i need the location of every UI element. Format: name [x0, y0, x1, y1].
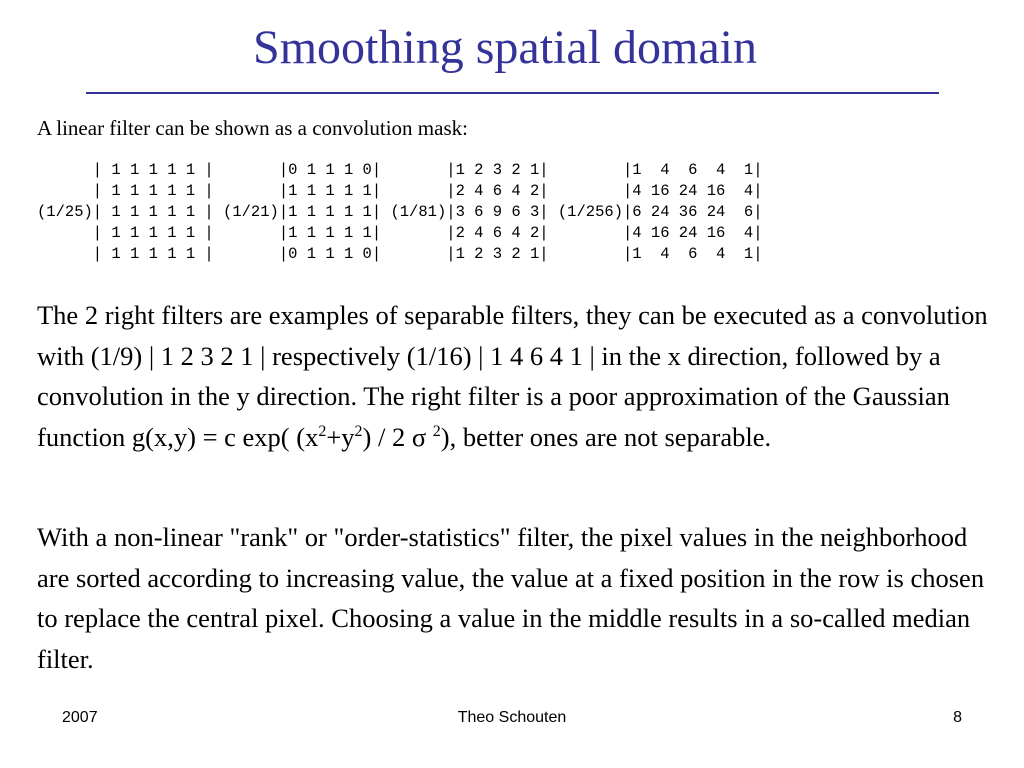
- paragraph1-text-b: +y: [326, 421, 355, 452]
- separable-filters-paragraph: [37, 295, 997, 457]
- convolution-masks: [37, 160, 763, 265]
- mask-row-4: | 1 1 1 1 1 | |1 1 1 1 1| |2 4 6 4 2| |4 16 24 16 4|: [37, 224, 763, 242]
- mask-row-5: | 1 1 1 1 1 | |0 1 1 1 0| |1 2 3 2 1| |1 4 6 4 1|: [37, 245, 763, 263]
- mask-row-2: | 1 1 1 1 1 | |1 1 1 1 1| |2 4 6 4 2| |4 16 24 16 4|: [37, 182, 763, 200]
- title-divider: [86, 92, 939, 94]
- paragraph1-text-d: ), better ones are not separable.: [440, 421, 772, 452]
- superscript-3: 2: [432, 422, 441, 440]
- paragraph1-text-c: ) / 2 σ: [362, 421, 433, 452]
- paragraph1-text-a: The 2 right filters are examples of separable filters, they can be executed as a convolution with (1/9) | 1 2 3 2 1 | respectively (1/16) | 1 4 6 4 1 | in the x direction, followed by a convolution in the y direction. The right filter is a poor approximation of the Gaussian function g(x,y) = c exp( (x: [37, 300, 988, 452]
- superscript-2: 2: [354, 422, 363, 440]
- intro-text: A linear filter can be shown as a convolution mask:: [37, 116, 468, 140]
- footer-year: 2007: [62, 709, 98, 726]
- mask-row-1: | 1 1 1 1 1 | |0 1 1 1 0| |1 2 3 2 1| |1 4 6 4 1|: [37, 161, 763, 179]
- superscript-1: 2: [318, 422, 327, 440]
- mask-row-3: (1/25)| 1 1 1 1 1 | (1/21)|1 1 1 1 1| (1/81)|3 6 9 6 3| (1/256)|6 24 36 24 6|: [37, 203, 763, 221]
- rank-filter-paragraph: With a non-linear "rank" or "order-statistics" filter, the pixel values in the neighborhood are sorted according to increasing value, the value at a fixed position in the row is chosen to replace the central pixel. Choosing a value in the middle results in a so-called median filter.: [37, 522, 985, 674]
- footer-page-number: 8: [953, 709, 962, 726]
- slide-title: Smoothing spatial domain: [253, 21, 757, 74]
- footer-author: Theo Schouten: [457, 709, 567, 726]
